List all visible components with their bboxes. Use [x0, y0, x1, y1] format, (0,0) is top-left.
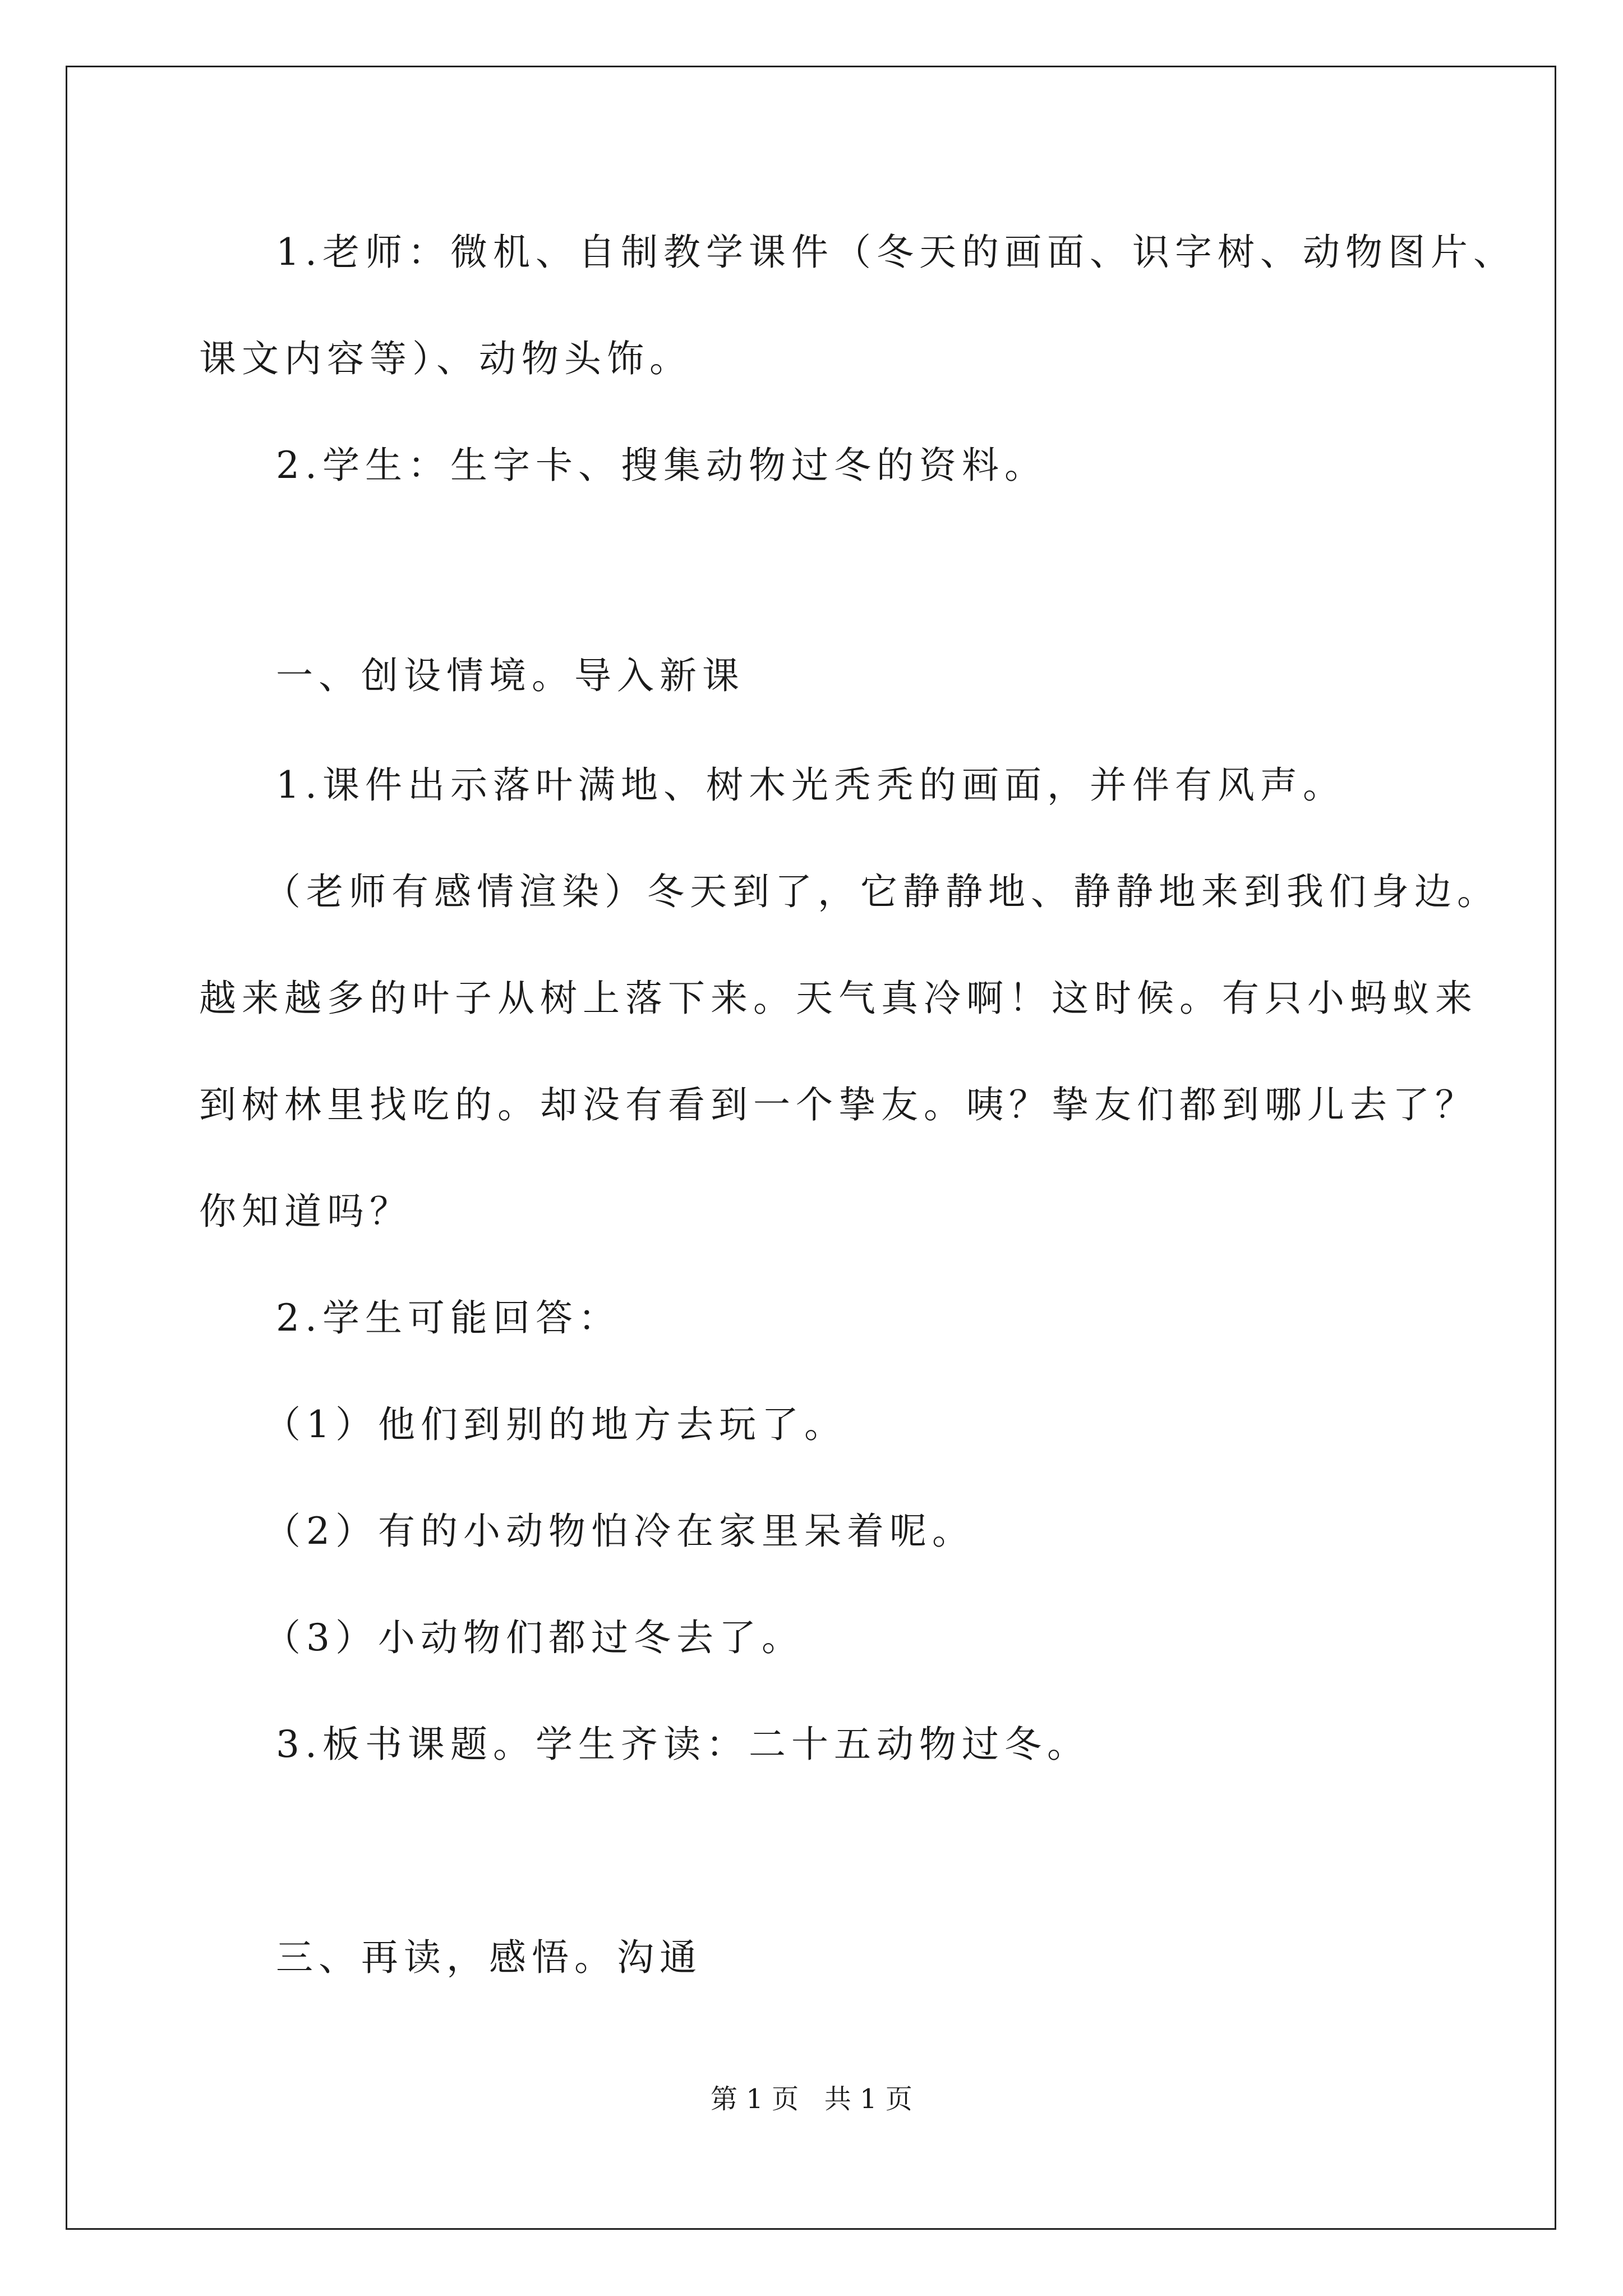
- paragraph-narration-line-4: 你知道吗？: [199, 1190, 412, 1233]
- paragraph-narration-line-2: 越来越多的叶子从树上落下来。天气真冷啊！这时候。有只小蚂蚁来: [199, 977, 1478, 1020]
- paragraph-teacher-narration: （老师有感情渲染）冬天到了，它静静地、静静地来到我们身边。: [264, 870, 1500, 913]
- paragraph-board-title: 3.板书课题。学生齐读：二十五动物过冬。: [276, 1723, 1090, 1766]
- paragraph-materials-teacher-cont: 课文内容等）、动物头饰。: [199, 337, 692, 380]
- paragraph-materials-teacher: 1.老师：微机、自制教学课件（冬天的画面、识字树、动物图片、: [276, 231, 1516, 274]
- section-heading-3: 三、再读，感悟。沟通: [276, 1936, 702, 1979]
- paragraph-student-answers: 2.学生可能回答：: [276, 1296, 621, 1340]
- paragraph-materials-student: 2.学生：生字卡、搜集动物过冬的资料。: [276, 444, 1047, 487]
- page-border: [66, 66, 1556, 2230]
- section-heading-1: 一、创设情境。导入新课: [276, 654, 745, 697]
- paragraph-courseware: 1.课件出示落叶满地、树木光秃秃的画面，并伴有风声。: [276, 763, 1345, 807]
- paragraph-narration-line-3: 到树林里找吃的。却没有看到一个挚友。咦？挚友们都到哪儿去了？: [199, 1083, 1478, 1126]
- answer-item-2: （2）有的小动物怕冷在家里呆着呢。: [264, 1510, 975, 1553]
- answer-item-3: （3）小动物们都过冬去了。: [264, 1616, 804, 1659]
- page-number-footer: 第 1 页 共 1 页: [711, 2083, 912, 2115]
- answer-item-1: （1）他们到别的地方去玩了。: [264, 1403, 847, 1446]
